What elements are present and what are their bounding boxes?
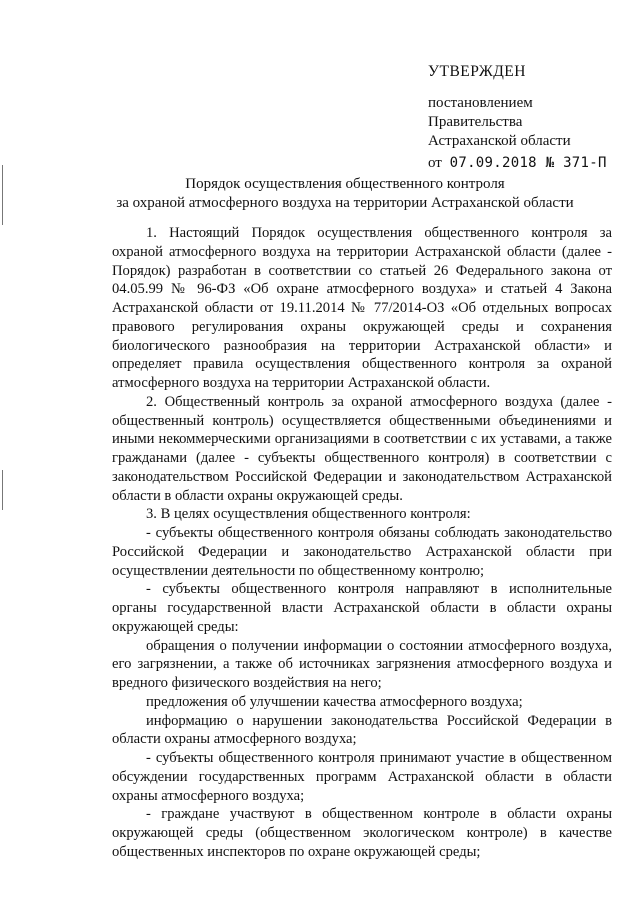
scan-edge-mark bbox=[2, 470, 3, 510]
paragraph: 1. Настоящий Порядок осуществления общественного контроля за охраной атмосферного воздуха на территории Астраханской области (далее - Порядок) разработан в соответствии со статьей 26 Федерального закона от 04.05.99 № 96-ФЗ «Об охране атмосферного воздуха» и статьей 4 Закона Астраханской области от 19.11.2014 № 77/2014-ОЗ «Об отдельных вопросах правового регулирования охраны окружающей среды и сохранения биологического разнообразия на территории Астраханской области» и определяет правила осуществления общественного контроля за охраной атмосферного воздуха на территории Астраханской области. bbox=[112, 225, 612, 391]
document-title bbox=[90, 175, 600, 213]
paragraph: 3. В целях осуществления общественного контроля: bbox=[146, 506, 471, 523]
document-body bbox=[112, 224, 612, 862]
approval-block bbox=[428, 62, 628, 173]
approval-heading: УТВЕРЖДЕН bbox=[428, 63, 526, 80]
paragraph: - субъекты общественного контроля принимают участие в общественном обсуждении государственных программ Астраханской области в области охраны атмосферного воздуха; bbox=[112, 750, 612, 804]
approval-line: Астраханской области bbox=[428, 133, 571, 149]
scan-edge-mark bbox=[2, 165, 3, 225]
title-line: Порядок осуществления общественного контроля bbox=[185, 176, 505, 192]
approval-line: постановлением bbox=[428, 95, 533, 111]
title-line: за охраной атмосферного воздуха на территории Астраханской области bbox=[116, 195, 574, 211]
paragraph: - субъекты общественного контроля направляют в исполнительные органы государственной власти Астраханской области в области охраны окружающей среды: bbox=[112, 581, 612, 635]
paragraph: обращения о получении информации о состоянии атмосферного воздуха, его загрязнении, а также об источниках загрязнения атмосферного воздуха и вредного физического воздействия на него; bbox=[112, 637, 612, 691]
paragraph: информацию о нарушении законодательства Российской Федерации в области охраны атмосферного воздуха; bbox=[112, 712, 612, 748]
paragraph: 2. Общественный контроль за охраной атмосферного воздуха (далее - общественный контроль) осуществляется общественными объединениями и иными некоммерческими организациями в соответствии с их уставами, а также гражданами (далее - субъекты общественного контроля) в соответствии с законодательством Российской Федерации и законодательством Астраханской области в области охраны окружающей среды. bbox=[112, 393, 612, 504]
approval-line: Правительства bbox=[428, 114, 523, 130]
date-prefix: от bbox=[428, 155, 442, 171]
approval-date-line bbox=[428, 154, 628, 173]
paragraph: предложения об улучшении качества атмосферного воздуха; bbox=[146, 693, 523, 710]
date-number-stamp: 07.09.2018 № 371-П bbox=[449, 155, 607, 171]
paragraph: - субъекты общественного контроля обязаны соблюдать законодательство Российской Федерации и законодательство Астраханской области при осуществлении деятельности по общественному контролю; bbox=[112, 525, 612, 579]
paragraph: - граждане участвуют в общественном контроле в области охраны окружающей среды (общественном экологическом контроле) в качестве общественных инспекторов по охране окружающей среды; bbox=[112, 806, 612, 860]
